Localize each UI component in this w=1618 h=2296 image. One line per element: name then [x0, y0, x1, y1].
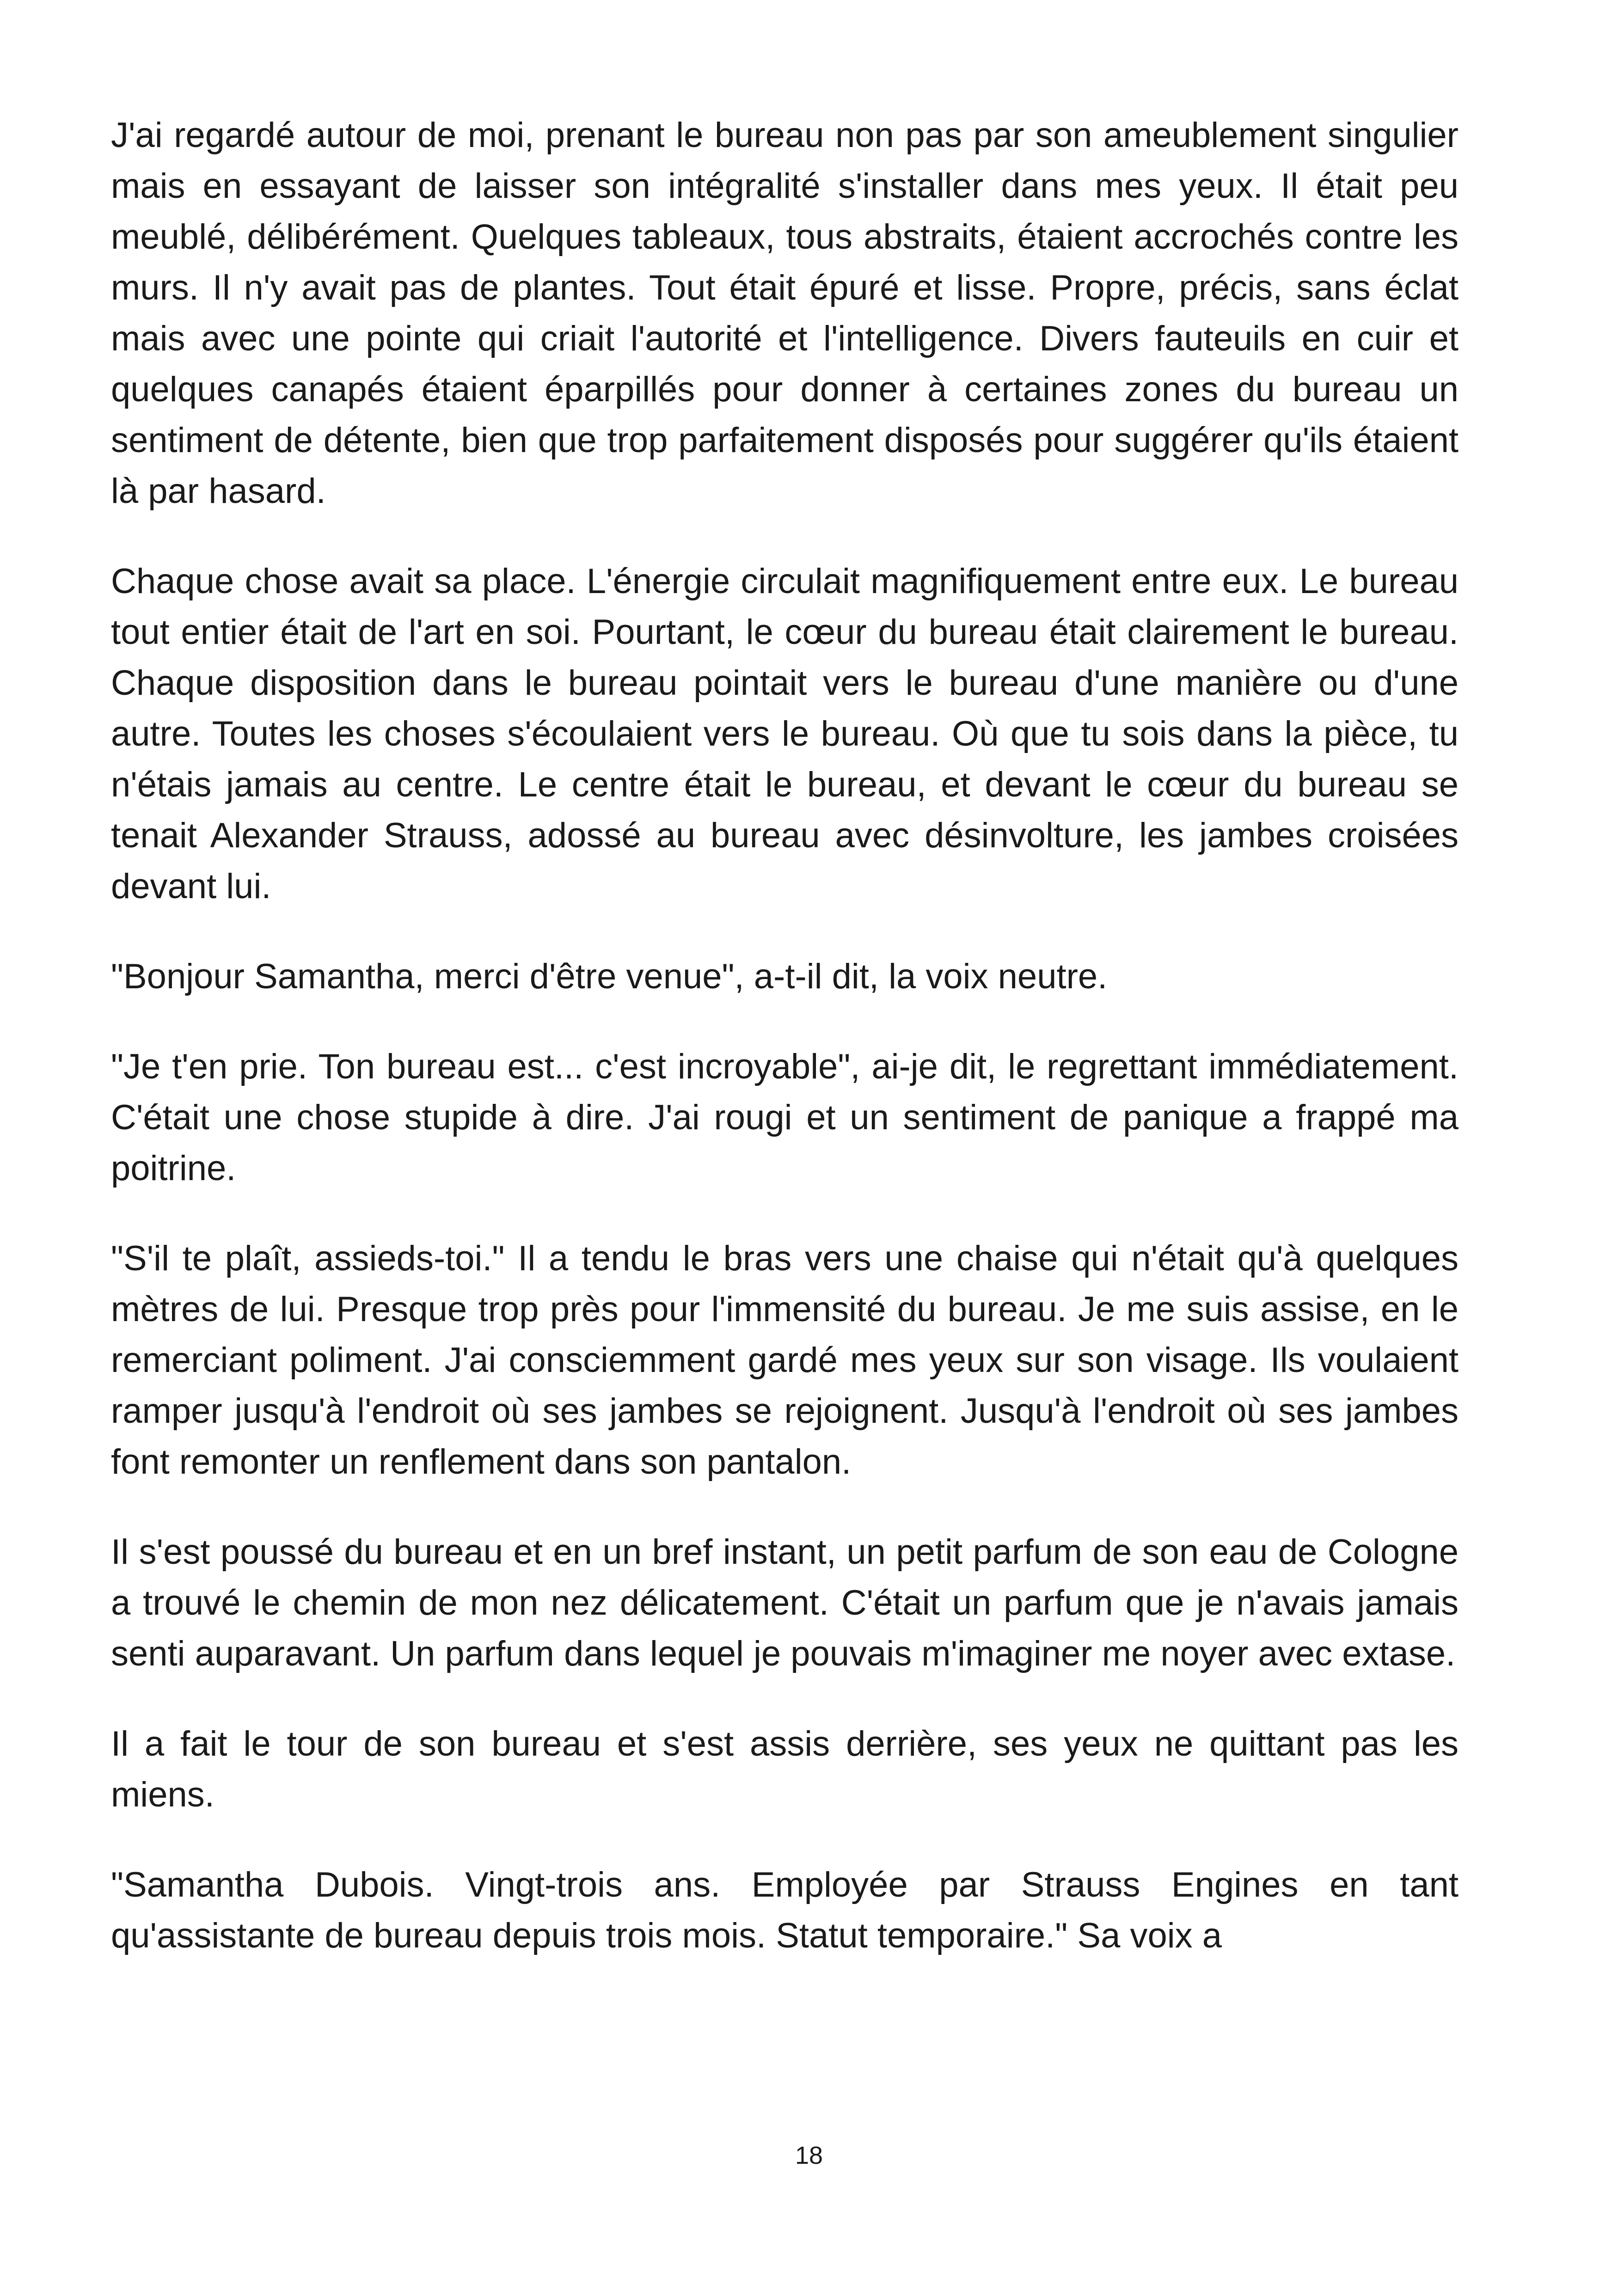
- paragraph: "Je t'en prie. Ton bureau est... c'est incroyable", ai-je dit, le regrettant immédiatement. C'était une chose stupide à dire. J'ai rougi et un sentiment de panique a frappé ma poitrine.: [111, 1047, 1459, 1188]
- page-number: 18: [795, 2142, 823, 2169]
- body-text: [111, 110, 1459, 1961]
- paragraph: Il a fait le tour de son bureau et s'est assis derrière, ses yeux ne quittant pas les miens.: [111, 1724, 1459, 1814]
- paragraph: J'ai regardé autour de moi, prenant le bureau non pas par son ameublement singulier mais en essayant de laisser son intégralité s'installer dans mes yeux. Il était peu meublé, délibérément. Quelques tableaux, tous abstraits, étaient accrochés contre les murs. Il n'y avait pas de plantes. Tout était épuré et lisse. Propre, précis, sans éclat mais avec une pointe qui criait l'autorité et l'intelligence. Divers fauteuils en cuir et quelques canapés étaient éparpillés pour donner à certaines zones du bureau un sentiment de détente, bien que trop parfaitement disposés pour suggérer qu'ils étaient là par hasard.: [111, 116, 1459, 511]
- paragraph: Il s'est poussé du bureau et en un bref instant, un petit parfum de son eau de Cologne a trouvé le chemin de mon nez délicatement. C'était un parfum que je n'avais jamais senti auparavant. Un parfum dans lequel je pouvais m'imaginer me noyer avec extase.: [111, 1532, 1459, 1673]
- paragraph: "S'il te plaît, assieds-toi." Il a tendu le bras vers une chaise qui n'était qu'à quelques mètres de lui. Presque trop près pour l'immensité du bureau. Je me suis assise, en le remerciant poliment. J'ai consciemment gardé mes yeux sur son visage. Ils voulaient ramper jusqu'à l'endroit où ses jambes se rejoignent. Jusqu'à l'endroit où ses jambes font remonter un renflement dans son pantalon.: [111, 1239, 1459, 1482]
- paragraph: "Samantha Dubois. Vingt-trois ans. Employée par Strauss Engines en tant qu'assistante de bureau depuis trois mois. Statut temporaire." Sa voix a: [111, 1865, 1459, 1955]
- paragraph: Chaque chose avait sa place. L'énergie circulait magnifiquement entre eux. Le bureau tout entier était de l'art en soi. Pourtant, le cœur du bureau était clairement le bureau. Chaque disposition dans le bureau pointait vers le bureau d'une manière ou d'une autre. Toutes les choses s'écoulaient vers le bureau. Où que tu sois dans la pièce, tu n'étais jamais au centre. Le centre était le bureau, et devant le cœur du bureau se tenait Alexander Strauss, adossé au bureau avec désinvolture, les jambes croisées devant lui.: [111, 562, 1459, 906]
- paragraph: "Bonjour Samantha, merci d'être venue", a-t-il dit, la voix neutre.: [111, 957, 1108, 996]
